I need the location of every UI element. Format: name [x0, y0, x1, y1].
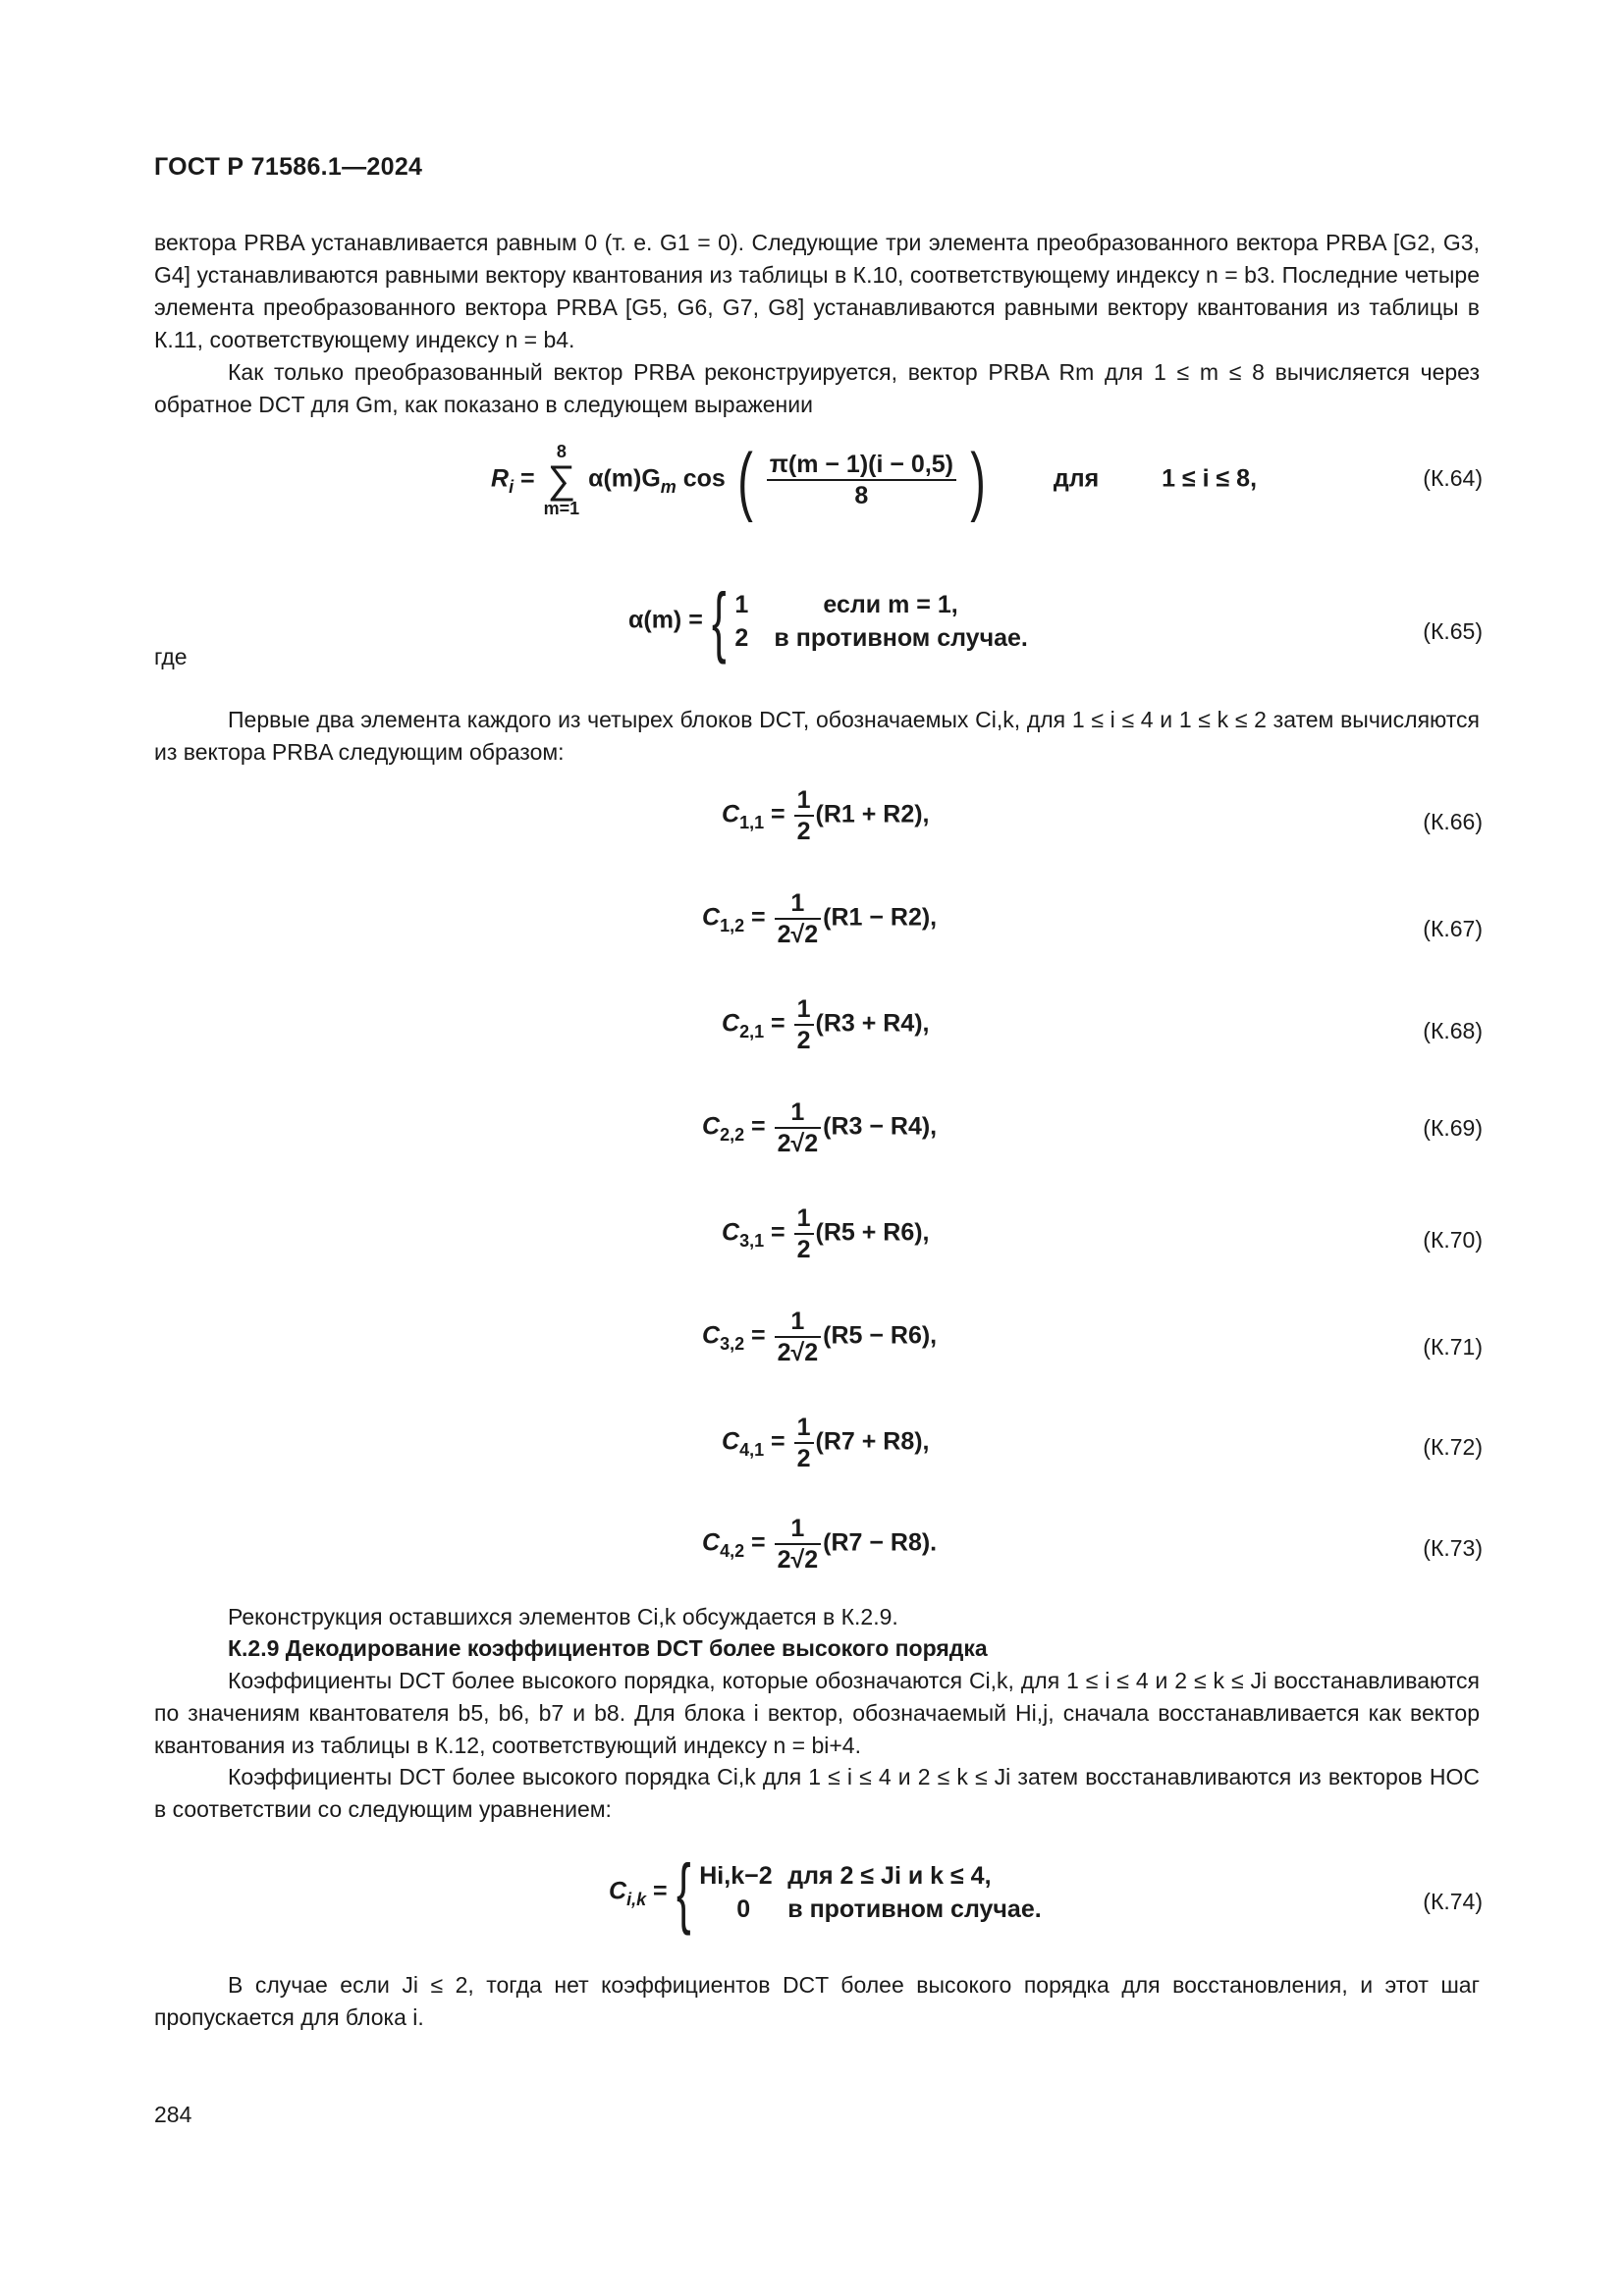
eq65-case2-condition: в противном случае. — [774, 624, 1028, 652]
eq65-case1-value: 1 — [734, 591, 749, 618]
eq73-c: C — [702, 1528, 721, 1557]
eq74-case2-value: 0 — [736, 1896, 751, 1923]
eq64-range: 1 ≤ i ≤ 8, — [1162, 464, 1258, 493]
eq72-denominator: 2 — [796, 1445, 811, 1472]
eq69-rest: (R3 − R4), — [823, 1112, 938, 1141]
equation-number-k70: (К.70) — [1423, 1227, 1483, 1253]
equation-number-k73: (К.73) — [1423, 1535, 1483, 1561]
equation-number-k72: (К.72) — [1423, 1434, 1483, 1460]
eq74-lhs: C — [609, 1877, 627, 1905]
eq66-denominator: 2 — [796, 818, 811, 845]
where-label: где — [154, 644, 188, 669]
eq71-numerator: 1 — [775, 1307, 822, 1338]
equation-k66: $C_{1,1}$ = $\frac{1}{2}$ (R1 + R2), — [722, 786, 930, 845]
eq70-sub: 3,1 — [739, 1230, 765, 1251]
paragraph-reconstruction-note: Реконструкция оставшихся элементов Ci,k обсуждается в К.2.9. — [228, 1604, 898, 1629]
eq64-sigma: ∑ — [547, 458, 576, 502]
equation-k65 — [628, 577, 1028, 665]
eq68-sub: 2,1 — [739, 1021, 765, 1041]
document-header: ГОСТ Р 71586.1—2024 — [154, 153, 423, 181]
equation-k64: $R_i$ = 8 ∑ m=1 $\alpha(m)G_m$ cos ( $\frac{\pi(m - 1)(i - 0,5)}{8}$ ) для 1 ≤ i ≤ 8, — [491, 437, 1258, 523]
eq74-case1-value: Hi,k−2 — [699, 1862, 773, 1890]
eq65-case1-condition: если m = 1, — [823, 591, 958, 618]
eq71-sub: 3,2 — [720, 1333, 745, 1354]
equation-number-k68: (К.68) — [1423, 1018, 1483, 1043]
eq64-lhs-sub: i — [509, 476, 514, 497]
eq65-brace: { — [711, 577, 727, 665]
eq72-sub: 4,1 — [739, 1439, 765, 1460]
equation-number-k69: (К.69) — [1423, 1115, 1483, 1141]
equation-k72: $C_{4,1}$ = $\frac{1}{2}$ (R7 + R8), — [722, 1414, 930, 1472]
eq70-c: C — [722, 1218, 740, 1247]
eq74-lhs-sub: i,k — [626, 1889, 647, 1909]
eq74-case1-condition: для 2 ≤ Ji и k ≤ 4, — [787, 1862, 992, 1890]
eq71-c: C — [702, 1321, 721, 1350]
eq69-c: C — [702, 1112, 721, 1141]
eq69-numerator: 1 — [775, 1097, 822, 1129]
equation-k68: $C_{2,1}$ = $\frac{1}{2}$ (R3 + R4), — [722, 995, 930, 1054]
equation-k69: $C_{2,2}$ = $\frac{1}{2√2}$ (R3 − R4), — [702, 1098, 938, 1157]
eq68-numerator: 1 — [794, 994, 814, 1026]
eq64-right-paren: ) — [970, 437, 986, 523]
equation-number-k65: (К.65) — [1423, 618, 1483, 644]
eq69-sub: 2,2 — [720, 1124, 745, 1145]
eq65-cases — [734, 588, 1027, 655]
eq64-left-paren: ( — [736, 437, 753, 523]
paragraph-prba-vector: вектора PRBA устанавливается равным 0 (т. е. G1 = 0). Следующие три элемента преобразованного вектора PRBA [G2, G3, G4] устанавливаются равными вектору квантования из таблицы в К.10, соответствующему индексу n = b3. Последние четыре элемента преобразованного вектора PRBA [G5, G6, G7, G8] устанавливаются равными вектору квантования из таблицы в К.11, соответствующему индексу n = b4. — [154, 230, 1480, 352]
equation-number-k71: (К.71) — [1423, 1334, 1483, 1360]
eq66-c: C — [722, 800, 740, 828]
equation-k74: $C_{i,k}$ = { Hi,k−2 для 2 ≤ Ji и k ≤ 4, 0 в противном случае. — [609, 1848, 1042, 1936]
eq74-brace: { — [676, 1848, 691, 1936]
eq65-case2-value: 2 — [734, 624, 749, 652]
eq64-cos: cos — [682, 464, 726, 493]
eq66-rest: (R1 + R2), — [815, 800, 930, 828]
equation-k71: $C_{3,2}$ = $\frac{1}{2√2}$ (R5 − R6), — [702, 1308, 938, 1366]
eq74-cases — [699, 1859, 1041, 1926]
eq70-denominator: 2 — [796, 1236, 811, 1263]
eq67-numerator: 1 — [775, 888, 822, 920]
eq68-c: C — [722, 1009, 740, 1038]
equation-k70: $C_{3,1}$ = $\frac{1}{2}$ (R5 + R6), — [722, 1204, 930, 1263]
eq64-for: для — [1053, 464, 1100, 493]
eq69-denominator: 2√2 — [777, 1130, 819, 1157]
eq66-numerator: 1 — [794, 785, 814, 817]
equation-k67: $C_{1,2}$ = $\frac{1}{2√2}$ (R1 − R2), — [702, 889, 938, 948]
eq68-rest: (R3 + R4), — [815, 1009, 930, 1038]
eq73-sub: 4,2 — [720, 1540, 745, 1561]
eq67-denominator: 2√2 — [777, 921, 819, 948]
page-number: 284 — [154, 2102, 192, 2127]
paragraph-higher-order-coefs: Коэффициенты DCT более высокого порядка, которые обозначаются Ci,k, для 1 ≤ i ≤ 4 и 2 ≤ k ≤ Ji восстанавливаются по значениям квантователя b5, b6, b7 и b8. Для блока i вектор, обозначаемый Hi,j, сначала восстанавливается как вектор квантования из таблицы в К.12, соответствующий индексу n = bi+4. — [154, 1668, 1480, 1758]
eq64-fraction — [767, 450, 956, 510]
eq67-sub: 1,2 — [720, 915, 745, 935]
section-title-k29: К.2.9 Декодирование коэффициентов DCT более высокого порядка — [228, 1635, 988, 1661]
equation-number-k67: (К.67) — [1423, 916, 1483, 941]
paragraph-inverse-dct: Как только преобразованный вектор PRBA реконструируется, вектор PRBA Rm для 1 ≤ m ≤ 8 вычисляется через обратное DCT для Gm, как показано в следующем выражении — [154, 359, 1480, 417]
eq72-numerator: 1 — [794, 1413, 814, 1444]
eq64-summation — [544, 442, 580, 518]
eq64-sum-bottom: m=1 — [543, 499, 580, 518]
eq65-lhs: α(m) = — [628, 606, 703, 634]
eq74-case2-condition: в противном случае. — [787, 1896, 1042, 1923]
eq64-sum-top: 8 — [556, 442, 567, 461]
eq72-c: C — [722, 1427, 740, 1456]
paragraph-hoc-vectors: Коэффициенты DCT более высокого порядка Ci,k для 1 ≤ i ≤ 4 и 2 ≤ k ≤ Ji затем восстанавливаются из векторов HOC в соответствии со следующим уравнением: — [154, 1764, 1480, 1822]
equation-k73: $C_{4,2}$ = $\frac{1}{2√2}$ (R7 − R8). — [702, 1515, 938, 1574]
paragraph-skip-step: В случае если Ji ≤ 2, тогда нет коэффициентов DCT более высокого порядка для восстановления, и этот шаг пропускается для блока i. — [154, 1972, 1480, 2030]
eq67-c: C — [702, 903, 721, 932]
eq70-numerator: 1 — [794, 1203, 814, 1235]
eq64-denominator: 8 — [854, 482, 869, 509]
eq71-denominator: 2√2 — [777, 1339, 819, 1366]
eq71-rest: (R5 − R6), — [823, 1321, 938, 1350]
eq64-numerator: π(m − 1)(i − 0,5) — [767, 450, 956, 481]
eq68-denominator: 2 — [796, 1027, 811, 1054]
paragraph-dct-blocks: Первые два элемента каждого из четырех блоков DCT, обозначаемых Ci,k, для 1 ≤ i ≤ 4 и 1 ≤ k ≤ 2 затем вычисляются из вектора PRBA следующим образом: — [154, 707, 1480, 765]
eq64-lhs: R — [491, 464, 510, 493]
equation-number-k66: (К.66) — [1423, 809, 1483, 834]
eq67-rest: (R1 − R2), — [823, 903, 938, 932]
eq66-sub: 1,1 — [739, 812, 765, 832]
eq73-numerator: 1 — [775, 1514, 822, 1545]
equation-number-k64: (К.64) — [1423, 465, 1483, 491]
eq64-body-sub: m — [660, 476, 677, 497]
eq72-rest: (R7 + R8), — [815, 1427, 930, 1456]
eq73-denominator: 2√2 — [777, 1546, 819, 1574]
equation-number-k74: (К.74) — [1423, 1889, 1483, 1914]
eq70-rest: (R5 + R6), — [815, 1218, 930, 1247]
eq64-body: α(m)G — [588, 464, 661, 493]
eq73-rest: (R7 − R8). — [823, 1528, 938, 1557]
